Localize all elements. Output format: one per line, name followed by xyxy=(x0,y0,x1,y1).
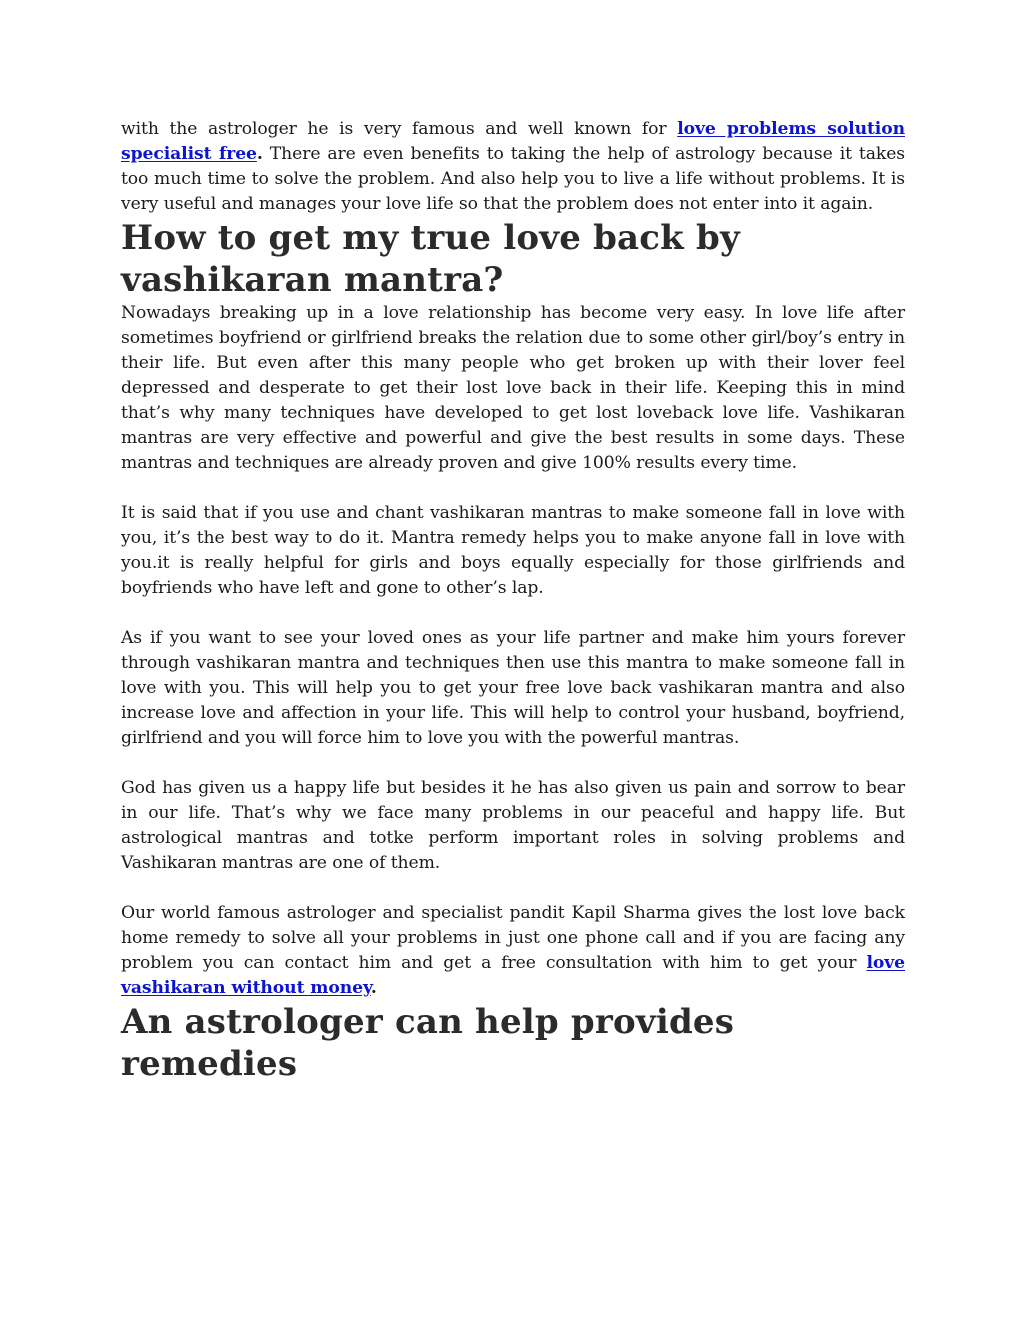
paragraph-happy-life: God has given us a happy life but besides it he has also given us pain and sorrow to bear in our life. That’s why we face many problems in our peaceful and happy life. But astrological mantras and totke perform important roles in solving problems and Vashikaran mantras are one of them. xyxy=(121,778,905,873)
intro-paragraph xyxy=(121,117,905,217)
closing-paragraph xyxy=(121,901,905,1001)
paragraph-breaking-up: Nowadays breaking up in a love relationship has become very easy. In love life after sometimes boyfriend or girlfriend breaks the relation due to some other girl/boy’s entry in their life. But even after this many people who get broken up with their lover feel depressed and desperate to get their lost love back in their life. Keeping this in mind that’s why many techniques have developed to get lost loveback love life. Vashikaran mantras are very effective and powerful and give the best results in some days. These mantras and techniques are already proven and give 100% results every time. xyxy=(121,303,905,473)
document-page xyxy=(121,117,905,1085)
intro-link-punct: . xyxy=(256,144,263,164)
love-problems-solution-link[interactable]: love problems solution specialist free xyxy=(121,119,905,164)
closing-text-before: Our world famous astrologer and specialist pandit Kapil Sharma gives the lost love back home remedy to solve all your problems in just one phone call and if you are facing any problem you can contact him and get a free consultation with him to get your xyxy=(121,903,905,973)
intro-text-before: with the astrologer he is very famous and well known for xyxy=(121,119,678,139)
closing-link-punct: . xyxy=(370,978,377,998)
intro-text-after: There are even benefits to taking the help of astrology because it takes too much time to solve the problem. And also help you to live a life without problems. It is very useful and manages your love life so that the problem does not enter into it again. xyxy=(121,144,905,214)
heading-true-love-back: How to get my true love back by vashikaran mantra? xyxy=(121,218,740,300)
paragraph-chant-mantras: It is said that if you use and chant vashikaran mantras to make someone fall in love with you, it’s the best way to do it. Mantra remedy helps you to make anyone fall in love with you.it is really helpful for girls and boys equally especially for those girlfriends and boyfriends who have left and gone to other’s lap. xyxy=(121,503,905,598)
heading-astrologer-remedies: An astrologer can help provides remedies xyxy=(121,1002,735,1084)
love-vashikaran-link[interactable]: love vashikaran without money xyxy=(121,953,905,998)
paragraph-life-partner: As if you want to see your loved ones as your life partner and make him yours forever through vashikaran mantra and techniques then use this mantra to make someone fall in love with you. This will help you to get your free love back vashikaran mantra and also increase love and affection in your life. This will help to control your husband, boyfriend, girlfriend and you will force him to love you with the powerful mantras. xyxy=(121,628,905,748)
